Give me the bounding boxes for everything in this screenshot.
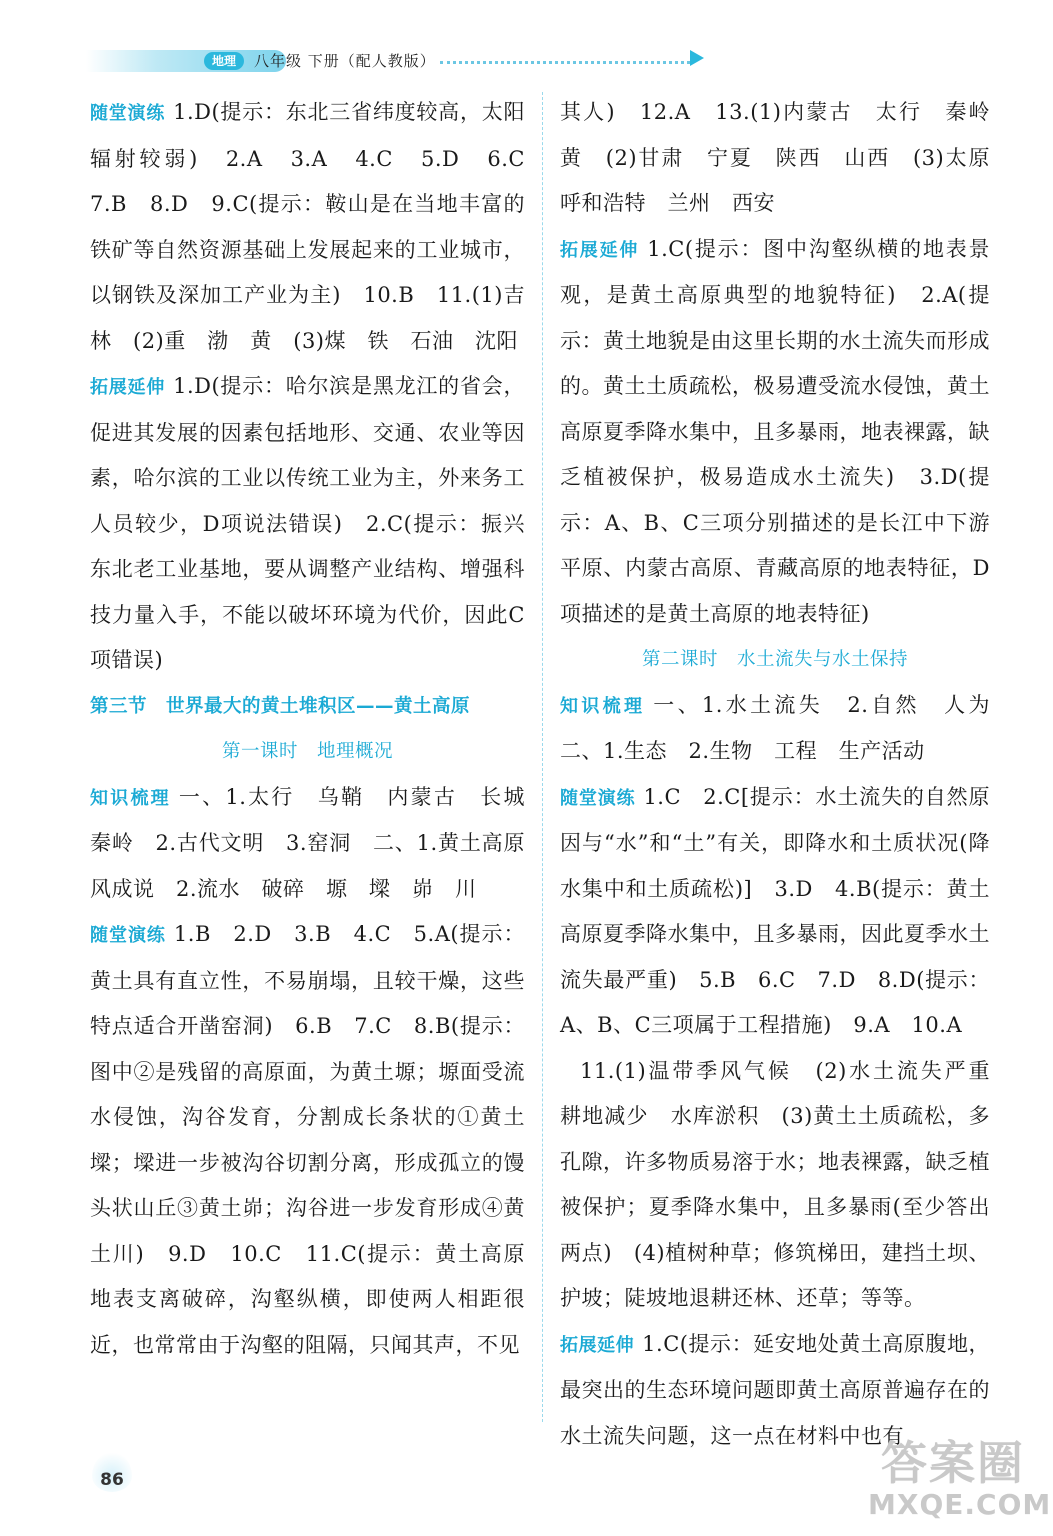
watermark-url: MXQE.COM (868, 1488, 1052, 1521)
answer-paragraph (560, 1049, 1012, 1322)
section-label: 拓展延伸 (560, 239, 640, 261)
answer-paragraph (90, 90, 547, 364)
right-column (560, 90, 1012, 1459)
lesson-title: 第二课时 水土流失与水土保持 (641, 649, 908, 670)
answer-paragraph (90, 912, 525, 1368)
answer-paragraph (90, 775, 547, 913)
header-dotted-line (440, 61, 690, 64)
answer-text: 1.C 2.C[提示：水土流失的自然原因与“水”和“土”有关，即降水和土质状况(降水集中和土质疏松)] 3.D 4.B(提示：黄土高原夏季降水集中，且多暴雨，因此夏季水土流失最严重) 5.B 6.C 7.D 8.D(提示：A、B、C三项属于工程措施) 9.A 10.A (560, 784, 990, 1037)
watermark-text: 答案圈 (881, 1436, 1025, 1490)
page-number: 86 (100, 1470, 124, 1490)
section-label: 随堂演练 (90, 925, 166, 946)
answer-paragraph (560, 227, 990, 638)
section-label: 拓展延伸 (90, 377, 166, 398)
answer-text: 1.C(提示：图中沟壑纵横的地表景观，是黄土高原典型的地貌特征) 2.A(提示：黄土地貌是由这里长期的水土流失而形成的。黄土土质疏松，极易遭受流水侵蚀，黄土高原夏季降水集中，且多暴雨，地表裸露，缺乏植被保护，极易造成水土流失) 3.D(提示：A、B、C三项分别描述的是长江中下游平原、内蒙古高原、青藏高原的地表特征，D项描述的是黄土高原的地表特征) (560, 236, 991, 626)
arrow-icon (690, 50, 704, 66)
section-label: 知识梳理 (90, 787, 171, 809)
answer-text: 11.(1)温带季风气候 (2)水土流失严重 耕地减少 水库淤积 (3)黄土土质疏松，多孔隙，许多物质易溶于水；地表裸露，缺乏植被保护；夏季降水集中，且多暴雨(至少答出两点) (4)植树种草；修筑梯田，建挡土坝、护坡；陡坡地退耕还林、还草；等等。 (560, 1058, 1012, 1310)
section-label: 知识梳理 (560, 695, 646, 717)
lesson-title: 第一课时 地理概况 (221, 741, 393, 762)
section-label: 拓展延伸 (560, 1334, 635, 1356)
answer-text: 1.C(提示：延安地处黄土高原腹地，最突出的生态环境问题即黄土高原普遍存在的水土流失问题，这一点在材料中也有 (560, 1331, 990, 1448)
column-divider (542, 92, 543, 1422)
answer-text: 一、1.太行 乌鞘 内蒙古 长城 秦岭 2.古代文明 3.窑洞 二、1.黄土高原 风成说 2.流水 破碎 塬 墚 峁 川 (90, 784, 547, 901)
page-header (86, 46, 726, 76)
answer-text: 1.D(提示：哈尔滨是黑龙江的省会，促进其发展的因素包括地形、交通、农业等因素，哈尔滨的工业以传统工业为主，外来务工人员较少，D项说法错误) 2.C(提示：振兴东北老工业基地，要从调整产业结构、增强科技力量入手，不能以破坏环境为代价，因此C项错误) (90, 374, 525, 672)
section-title: 第三节 世界最大的黄土堆积区——黄土高原 (90, 695, 471, 717)
left-column (90, 90, 547, 1368)
answer-paragraph (560, 90, 1012, 227)
answer-text: 1.D(提示：东北三省纬度较高，太阳辐射较弱) 2.A 3.A 4.C 5.D 6.C 7.B 8.D 9.C(提示：鞍山是在当地丰富的铁矿等自然资源基础上发展起来的工业城市，以钢铁及深加工产业为主) 10.B 11.(1)吉林 (2)重 渤 黄 (3)煤 铁 石油 沈阳 (90, 100, 547, 353)
answer-paragraph (90, 364, 525, 684)
header-title: 八年级 下册（配人教版） (254, 52, 436, 70)
answer-paragraph (560, 683, 1012, 775)
answer-text: 其人) 12.A 13.(1)内蒙古 太行 秦岭 黄 (2)甘肃 宁夏 陕西 山西 (3)太原 呼和浩特 兰州 西安 (560, 100, 1012, 215)
subject-badge: 地理 (204, 52, 244, 70)
answer-text: 1.B 2.D 3.B 4.C 5.A(提示：黄土具有直立性，不易崩塌，且较干燥，这些特点适合开凿窑洞) 6.B 7.C 8.B(提示：图中②是残留的高原面，为黄土塬；塬面受流水侵蚀，沟谷发育，分割成长条状的①黄土墚；墚进一步被沟谷切割分离，形成孤立的馒头状山丘③黄土峁；沟谷进一步发育形成④黄土川) 9.D 10.C 11.C(提示：黄土高原地表支离破碎，沟壑纵横，即使两人相距很近，也常常由于沟壑的阻隔，只闻其声，不见 (90, 922, 526, 1357)
answer-paragraph (560, 775, 990, 1049)
section-label: 随堂演练 (560, 787, 636, 809)
watermark-logo (868, 1436, 1052, 1526)
section-label: 随堂演练 (90, 103, 166, 124)
answer-text: 一、1.水土流失 2.自然 人为 二、1.生态 2.生物 工程 生产活动 (560, 692, 1012, 763)
